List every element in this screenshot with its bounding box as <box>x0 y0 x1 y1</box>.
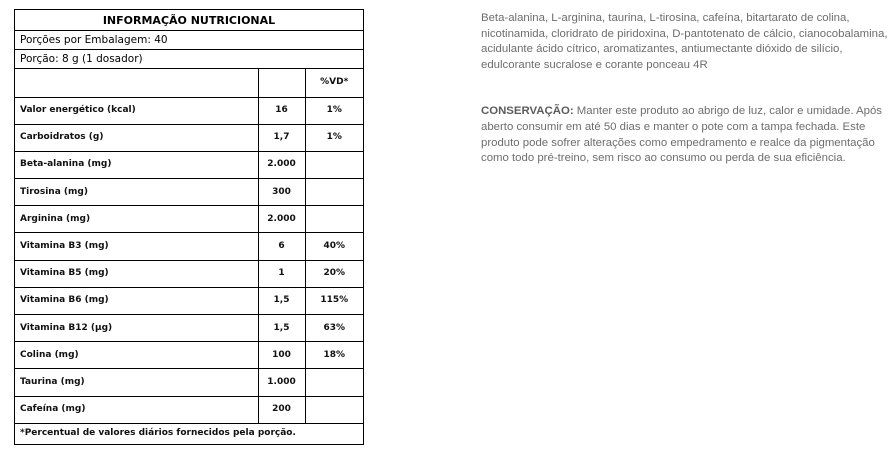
nutrient-row <box>15 151 363 178</box>
nutrient-row <box>15 342 363 369</box>
nutrient-name: Cafeína (mg) <box>15 396 258 423</box>
nutrient-row <box>15 124 363 151</box>
nutrient-row <box>15 369 363 396</box>
nutrient-name: Vitamina B5 (mg) <box>15 260 258 287</box>
nutrient-name: Beta-alanina (mg) <box>15 151 258 178</box>
nutrient-vd: 20% <box>305 260 363 287</box>
nutrient-name: Vitamina B3 (mg) <box>15 233 258 260</box>
nutrient-amount: 1 <box>258 260 305 287</box>
nutrient-vd <box>305 369 363 396</box>
nutrition-table-title: INFORMAÇÃO NUTRICIONAL <box>15 10 363 31</box>
nutrient-amount: 100 <box>258 342 305 369</box>
product-info <box>481 11 889 167</box>
vd-header: %VD* <box>305 69 363 97</box>
nutrient-row <box>15 396 363 423</box>
conservation-paragraph <box>481 104 889 166</box>
nutrient-name: Tirosina (mg) <box>15 179 258 206</box>
nutrient-row <box>15 206 363 233</box>
nutrient-amount: 2.000 <box>258 151 305 178</box>
nutrient-name: Taurina (mg) <box>15 369 258 396</box>
conservation-text: Manter este produto ao abrigo de luz, calor e umidade. Após aberto consumir em até 50 dias e manter o pote com a tampa fechada. Este produto pode sofrer alterações como empedramento e realce da pigmentação como todo pré-treino, sem risco ao consumo ou perda de sua eficiência. <box>481 105 882 165</box>
amount-header-empty <box>258 69 305 97</box>
nutrient-amount: 6 <box>258 233 305 260</box>
ingredients-text: Beta-alanina, L-arginina, taurina, L-tirosina, cafeína, bitartarato de colina, nicotinamida, cloridrato de piridoxina, D-pantotenato de cálcio, cianocobalamina, acidulante ácido cítrico, aromatizantes, antiumectante dióxido de silício, edulcorante sucralose e corante ponceau 4R <box>481 12 888 71</box>
nutrient-grid <box>15 69 363 424</box>
nutrient-row <box>15 179 363 206</box>
nutrient-amount: 1.000 <box>258 369 305 396</box>
vd-footnote: *Percentual de valores diários fornecidos pela porção. <box>20 427 296 438</box>
nutrient-amount: 1,7 <box>258 124 305 151</box>
nutrient-name: Vitamina B6 (mg) <box>15 287 258 314</box>
nutrient-row <box>15 97 363 124</box>
serving-size: Porção: 8 g (1 dosador) <box>15 50 363 69</box>
nutrient-row <box>15 260 363 287</box>
nutrient-name: Carboidratos (g) <box>15 124 258 151</box>
nutrient-vd: 40% <box>305 233 363 260</box>
nutrient-vd: 1% <box>305 97 363 124</box>
servings-per-package: Porções por Embalagem: 40 <box>15 31 363 50</box>
nutrient-row <box>15 315 363 342</box>
nutrient-amount: 16 <box>258 97 305 124</box>
nutrient-vd <box>305 206 363 233</box>
nutrient-vd: 63% <box>305 315 363 342</box>
nutrient-vd <box>305 151 363 178</box>
nutrient-vd <box>305 396 363 423</box>
conservation-label: CONSERVAÇÃO: <box>481 105 574 118</box>
nutrient-vd: 115% <box>305 287 363 314</box>
nutrient-name: Arginina (mg) <box>15 206 258 233</box>
nutrient-vd <box>305 179 363 206</box>
nutrition-facts-table <box>14 9 364 445</box>
nutrient-row <box>15 287 363 314</box>
nutrient-vd: 18% <box>305 342 363 369</box>
nutrient-name: Vitamina B12 (µg) <box>15 315 258 342</box>
nutrient-amount: 1,5 <box>258 287 305 314</box>
nutrient-vd: 1% <box>305 124 363 151</box>
nutrient-header-row <box>15 69 363 97</box>
nutrient-amount: 1,5 <box>258 315 305 342</box>
nutrient-amount: 2.000 <box>258 206 305 233</box>
nutrient-amount: 200 <box>258 396 305 423</box>
nutrient-amount: 300 <box>258 179 305 206</box>
nutrient-name: Valor energético (kcal) <box>15 97 258 124</box>
nutrient-header-empty <box>15 69 258 97</box>
nutrient-row <box>15 233 363 260</box>
nutrient-name: Colina (mg) <box>15 342 258 369</box>
